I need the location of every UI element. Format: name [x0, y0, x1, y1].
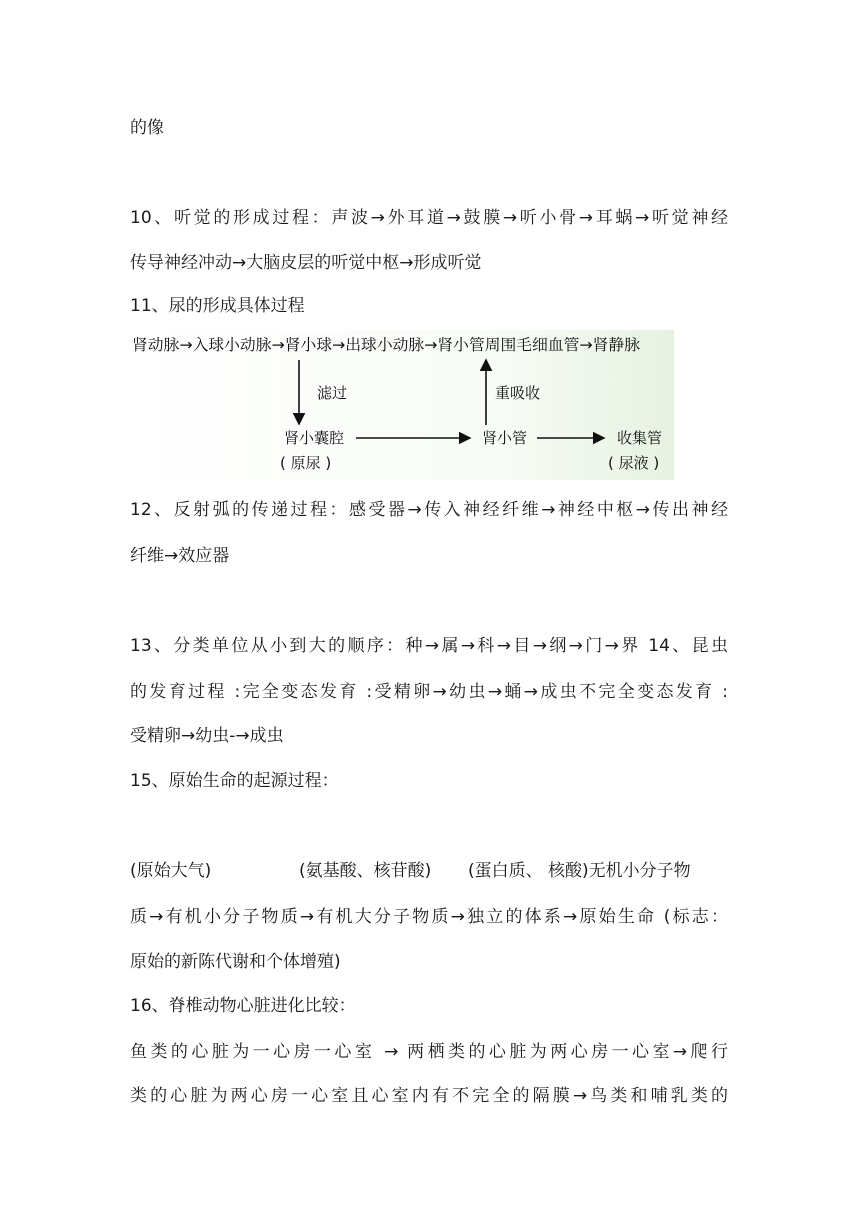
text-line: 的发育过程 :完全变态发育 :受精卵→幼虫→蛹→成虫不完全变态发育 :	[130, 682, 728, 702]
text-line: 12、反射弧的传递过程：感受器→传入神经纤维→神经中枢→传出神经	[130, 500, 728, 520]
collecting-duct-label: 收集管	[617, 429, 663, 447]
text-line: 13、分类单位从小到大的顺序：种→属→科→目→纲→门→界 14、昆虫	[130, 636, 728, 656]
section-heading: 15、原始生命的起源过程：	[130, 771, 339, 791]
text-line: 10、听觉的形成过程：声波→外耳道→鼓膜→听小骨→耳蜗→听觉神经	[130, 208, 728, 228]
text-line: 原始的新陈代谢和个体增殖)	[130, 952, 341, 972]
reabsorb-label: 重吸收	[495, 384, 541, 402]
urine-formation-diagram	[130, 330, 674, 480]
urine-label: ( 尿液 )	[608, 454, 660, 472]
section-heading: 11、尿的形成具体过程	[130, 296, 305, 316]
text-line: 的像	[130, 118, 164, 138]
text-line: 类的心脏为两心房一心室且心室内有不完全的隔膜→鸟类和哺乳类的	[130, 1086, 728, 1106]
text-line: 鱼类的心脏为一心房一心室 → 两栖类的心脏为两心房一心室→爬行	[130, 1042, 728, 1062]
capsule-label: 肾小囊腔	[284, 429, 345, 447]
text-line: 纤维→效应器	[130, 546, 230, 566]
filter-label: 滤过	[317, 384, 348, 402]
tubule-label: 肾小管	[482, 429, 528, 447]
text-line: 受精卵→幼虫-→成虫	[130, 726, 284, 746]
primary-urine-label: ( 原尿 )	[280, 454, 332, 472]
text-fragment: (原始大气)	[130, 861, 212, 881]
text-fragment: (蛋白质、 核酸)无机小分子物	[468, 861, 691, 881]
text-fragment: (氨基酸、核苷酸)	[299, 861, 432, 881]
section-heading: 16、脊椎动物心脏进化比较：	[130, 996, 356, 1016]
diagram-top-row: 肾动脉→入球小动脉→肾小球→出球小动脉→肾小管周围毛细血管→肾静脉	[132, 336, 631, 354]
text-line: 质→有机小分子物质→有机大分子物质→独立的体系→原始生命 (标志：	[130, 907, 728, 927]
text-line: 传导神经冲动→大脑皮层的听觉中枢→形成听觉	[130, 253, 482, 273]
